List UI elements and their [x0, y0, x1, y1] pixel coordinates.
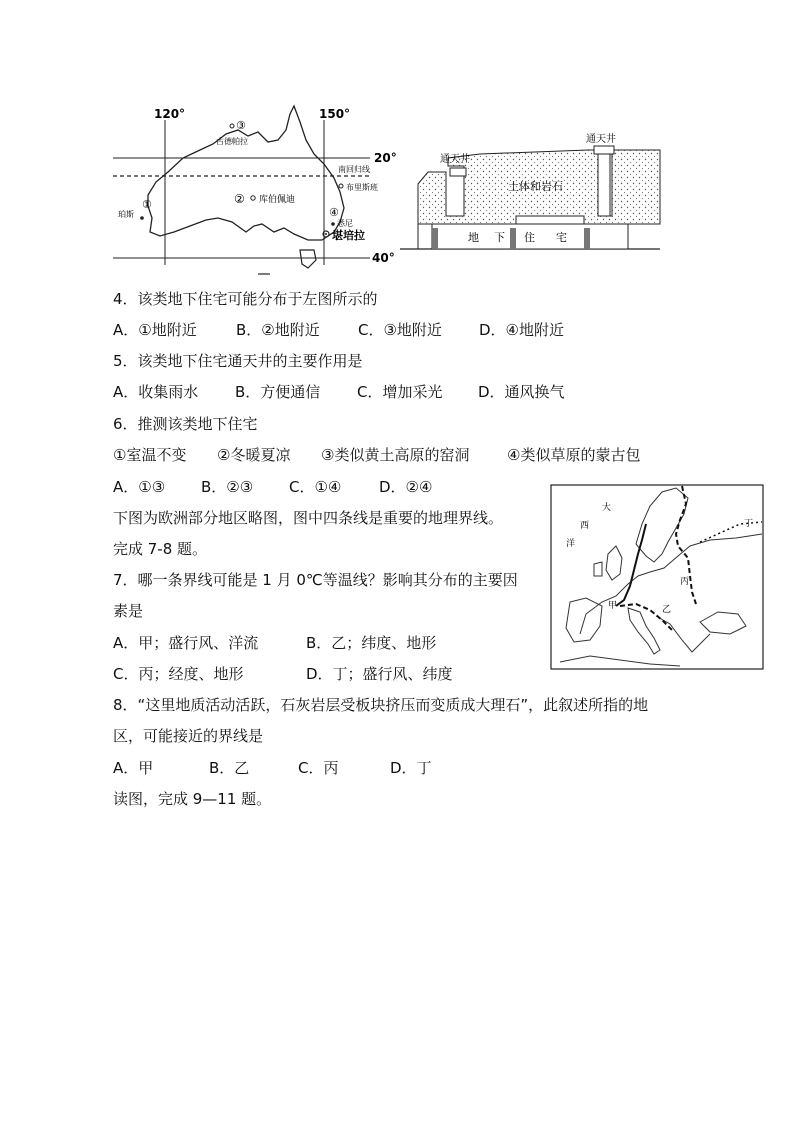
label-150: 150°	[319, 107, 351, 121]
label-perth: 珀斯	[118, 210, 134, 219]
mark-3: ③	[236, 119, 246, 132]
underground-house-section	[398, 128, 662, 252]
pillar-2	[510, 228, 516, 249]
q8-stem-line1: 8．“这里地质活动活跃，石灰岩层受板块挤压而变质成大理石”，此叙述所指的地	[113, 696, 649, 714]
q7-options-row2	[113, 664, 453, 684]
q6-option-a[interactable]: A．①③	[113, 478, 166, 496]
label-house-1: 下	[494, 231, 505, 244]
australia-outline	[148, 106, 344, 240]
q5-option-a[interactable]: A．收集雨水	[113, 383, 199, 401]
q8-option-d[interactable]: D．丁	[390, 759, 432, 777]
brisbane-dot	[339, 184, 343, 188]
label-bing: 丙	[680, 577, 690, 587]
q7-option-b[interactable]: B．乙；纬度、地形	[306, 634, 437, 652]
q4-option-d[interactable]: D．④地附近	[479, 321, 564, 339]
intro-7-8-line1: 下图为欧洲部分地区略图，图中四条线是重要的地理界线。	[113, 509, 504, 527]
q6-statement-1: ①室温不变	[113, 446, 187, 464]
europe-map	[550, 484, 764, 670]
mark-4: ④	[329, 206, 339, 219]
q5-option-b[interactable]: B．方便通信	[235, 383, 321, 401]
q8-option-c[interactable]: C．丙	[298, 759, 339, 777]
q7-stem-line1: 7．哪一条界线可能是 1 月 0℃等温线？影响其分布的主要因	[113, 571, 518, 589]
q6-options	[113, 477, 432, 497]
perth-dot	[140, 216, 144, 220]
q4-option-b[interactable]: B．②地附近	[236, 321, 320, 339]
sydney-dot	[331, 222, 335, 226]
pillar-3	[584, 228, 590, 249]
label-soil-rock: 土体和岩石	[508, 180, 563, 193]
label-yi: 乙	[662, 605, 672, 615]
label-house-3: 宅	[556, 231, 567, 244]
label-shaft-left: 通天井	[440, 154, 470, 165]
mark-1: ①	[142, 198, 152, 211]
q6-statement-4: ④类似草原的蒙古包	[507, 446, 641, 464]
q7-option-c[interactable]: C．丙；经度、地形	[113, 665, 244, 683]
q8-option-b[interactable]: B．乙	[209, 759, 250, 777]
label-xi: 西	[580, 521, 590, 531]
q6-option-d[interactable]: D．②④	[379, 478, 433, 496]
label-yang: 洋	[566, 539, 576, 549]
q5-option-c[interactable]: C．增加采光	[357, 383, 443, 401]
q8-options	[113, 758, 432, 778]
q7-option-a[interactable]: A．甲；盛行风、洋流	[113, 634, 259, 652]
label-120: 120°	[154, 107, 186, 121]
gudeshaola-dot	[230, 124, 234, 128]
label-shaft-right: 通天井	[586, 134, 616, 145]
label-gudeshaola: 古德帕拉	[216, 137, 248, 146]
shaft-left-cap	[450, 168, 466, 176]
q5-option-d[interactable]: D．通风换气	[478, 383, 565, 401]
q6-stem: 6．推测该类地下住宅	[113, 415, 258, 433]
q8-stem-line2: 区，可能接近的界线是	[113, 727, 264, 745]
q6-statement-2: ②冬暖夏凉	[217, 446, 291, 464]
shaft-right-cap	[594, 146, 614, 154]
q5-options	[113, 382, 565, 402]
label-house-2: 住	[524, 231, 535, 244]
q6-statements	[113, 445, 640, 465]
q4-option-c[interactable]: C．③地附近	[358, 321, 442, 339]
q6-statement-3: ③类似黄土高原的窑洞	[321, 446, 470, 464]
label-sydney: 悉尼	[337, 219, 353, 228]
label-canberra: 堪培拉	[332, 229, 365, 242]
coober-pedy-dot	[251, 196, 255, 200]
q7-option-d[interactable]: D．丁；盛行风、纬度	[306, 665, 453, 683]
q7-options-row1	[113, 633, 436, 653]
q4-option-a[interactable]: A．①地附近	[113, 321, 197, 339]
mark-2: ②	[234, 192, 245, 206]
label-brisbane: 布里斯班	[346, 183, 378, 192]
q7-stem-line2: 素是	[113, 602, 144, 620]
tasmania	[300, 250, 316, 268]
q4-stem: 4．该类地下住宅可能分布于左图所示的	[113, 290, 378, 308]
q5-stem: 5．该类地下住宅通天井的主要作用是	[113, 352, 363, 370]
australia-map	[108, 100, 398, 280]
pillar-1	[432, 228, 438, 249]
label-tropic: 南回归线	[338, 165, 370, 174]
q8-option-a[interactable]: A．甲	[113, 759, 154, 777]
canberra-center	[325, 233, 327, 235]
label-jia: 甲	[608, 601, 618, 611]
intro-7-8-line2: 完成 7-8 题。	[113, 540, 208, 558]
q4-options	[113, 320, 564, 340]
q6-option-c[interactable]: C．①④	[289, 478, 342, 496]
label-20: 20°	[374, 151, 397, 165]
label-coober-pedy: 库伯佩迪	[259, 195, 296, 205]
q6-option-b[interactable]: B．②③	[201, 478, 254, 496]
label-house-0: 地	[468, 231, 479, 244]
shaft-right	[598, 154, 610, 216]
label-ding: 丁	[744, 519, 754, 529]
label-da: 大	[602, 503, 612, 513]
label-40: 40°	[372, 251, 395, 265]
intro-9-11: 读图，完成 9—11 题。	[113, 790, 272, 808]
